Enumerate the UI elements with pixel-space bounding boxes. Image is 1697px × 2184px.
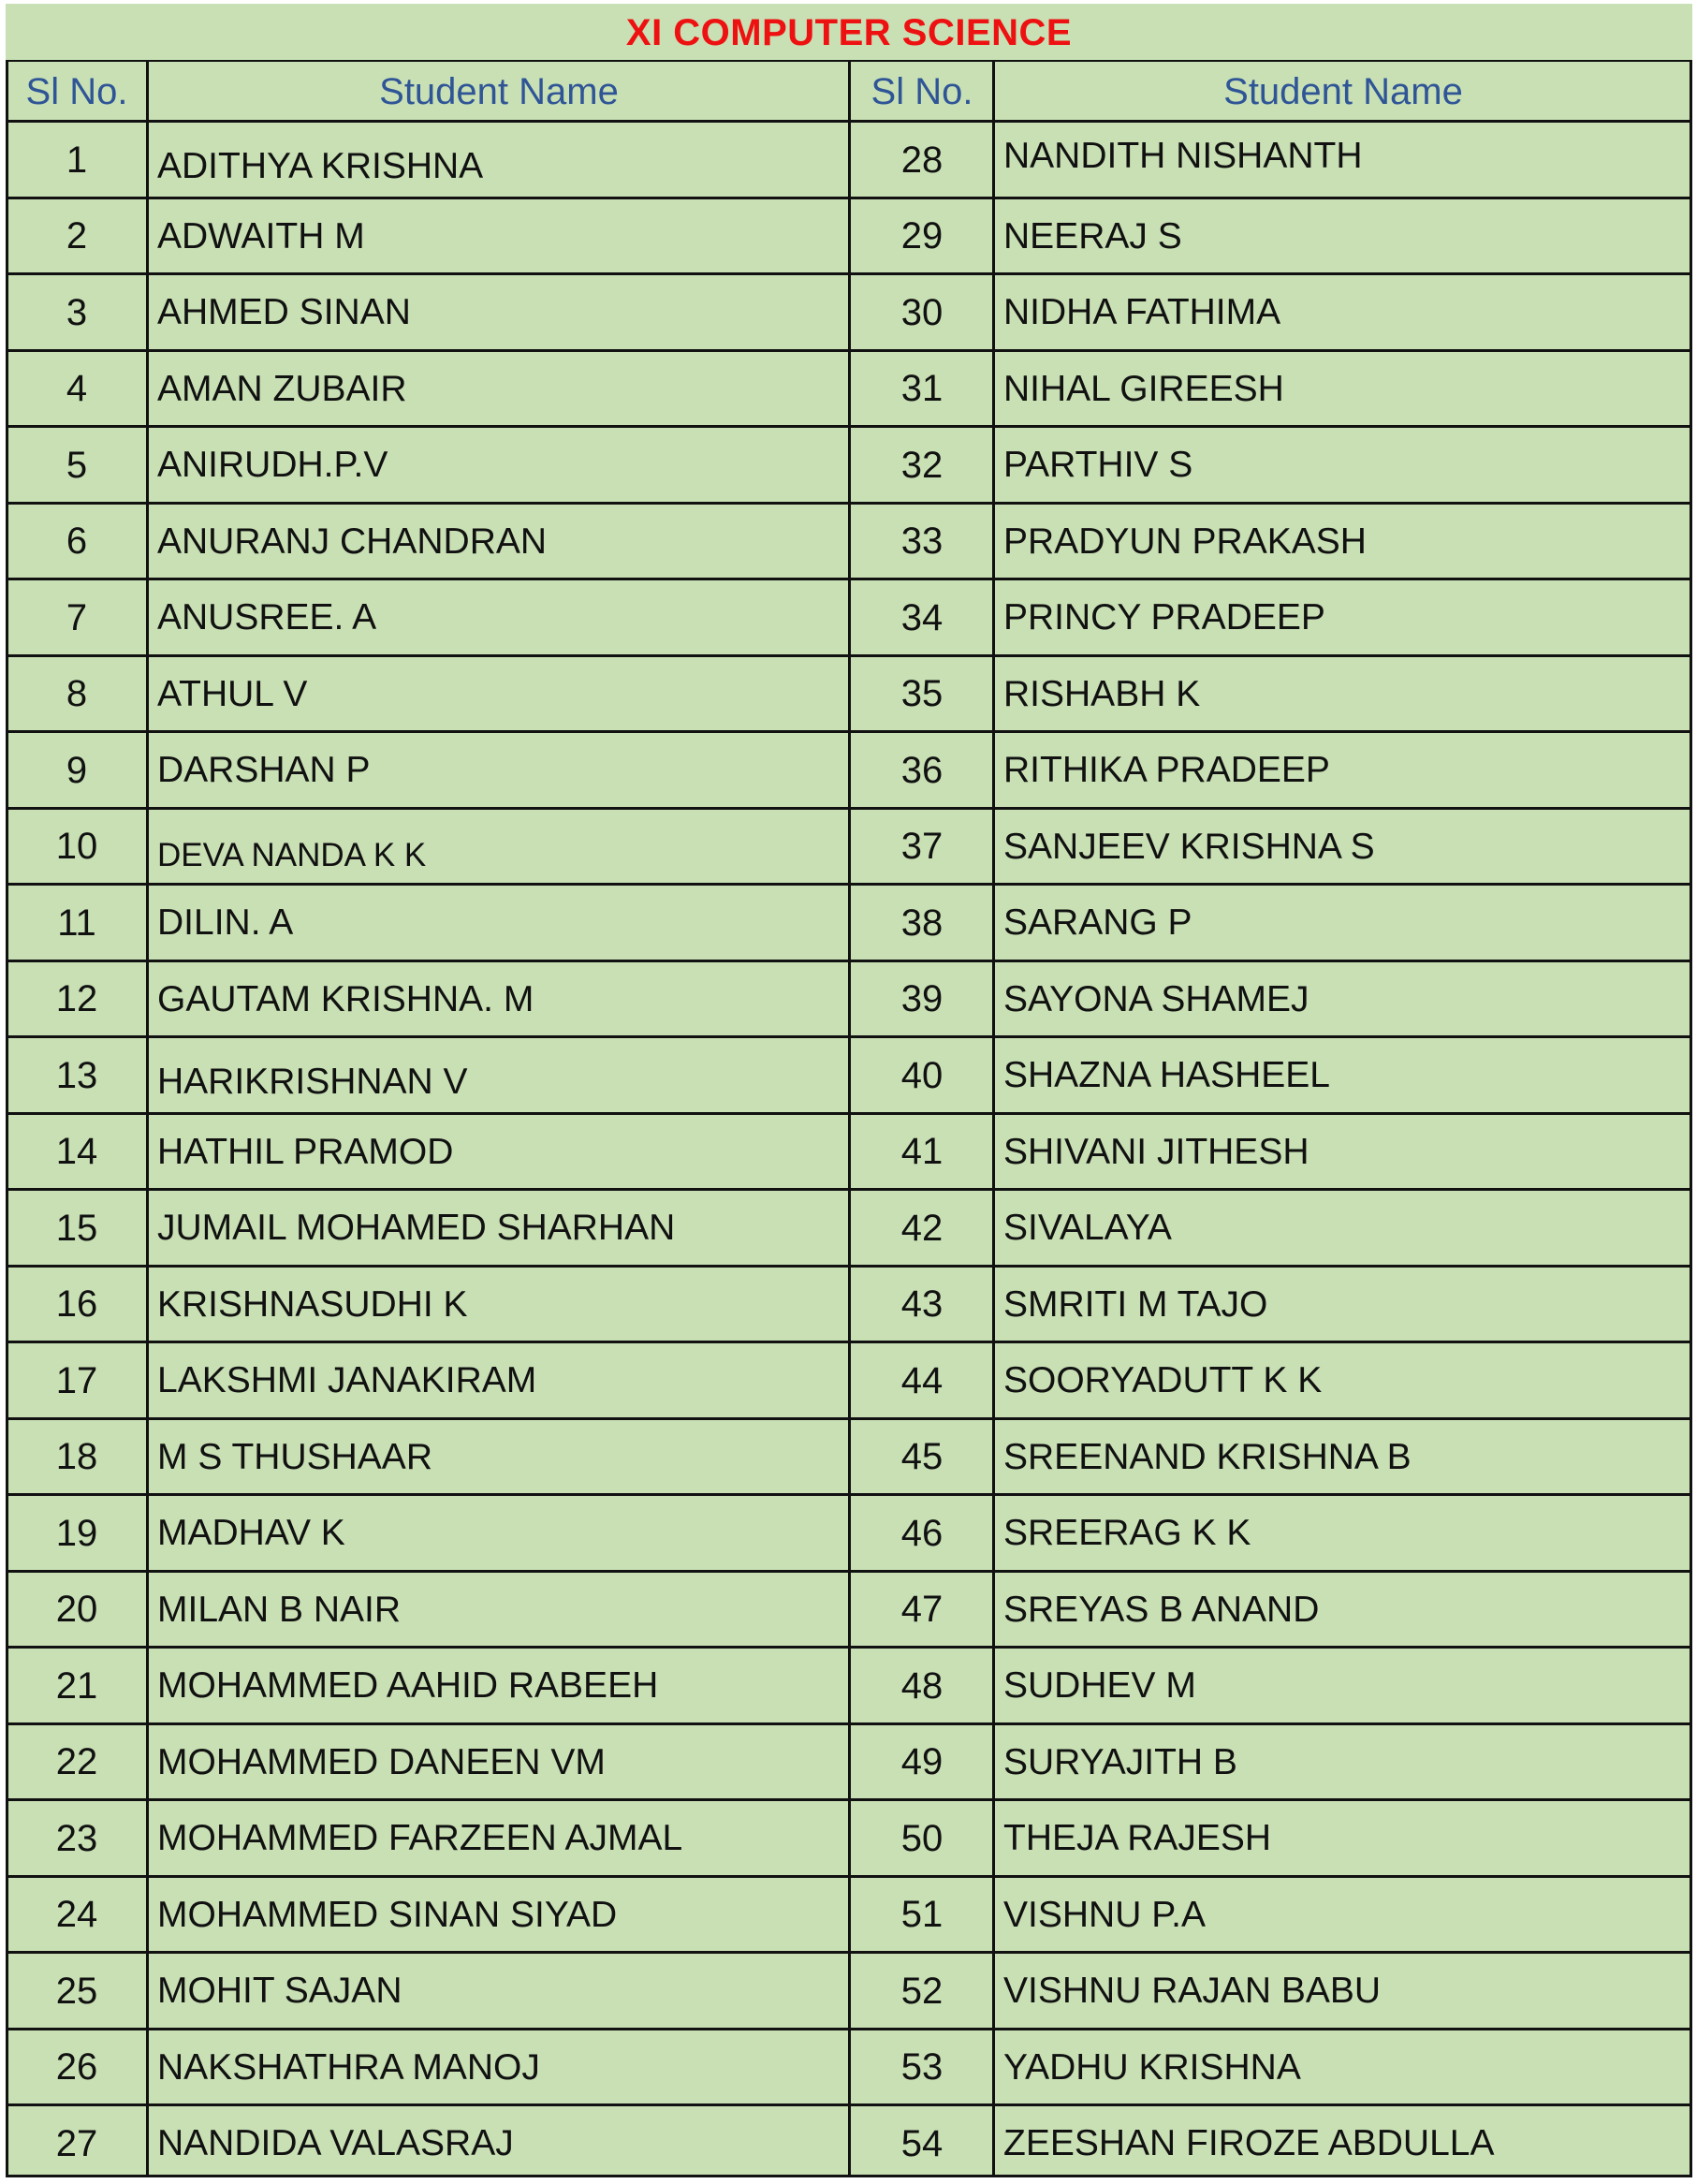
right-student-name: NIHAL GIREESH: [1003, 368, 1284, 409]
right-sl-no: 38: [900, 901, 944, 944]
left-student-name: ANURANJ CHANDRAN: [157, 520, 548, 562]
left-sl-no: 11: [57, 901, 96, 944]
left-sl-no: 17: [55, 1359, 98, 1401]
right-student-name: SMRITI M TAJO: [1003, 1283, 1268, 1325]
right-sl-no: 47: [900, 1589, 944, 1630]
left-student-name: ANUSREE. A: [157, 597, 377, 638]
right-sl-no: 37: [900, 826, 944, 867]
right-sl-no: 41: [900, 1131, 944, 1172]
left-sl-no: 3: [66, 291, 88, 333]
right-student-name: SURYAJITH B: [1003, 1741, 1237, 1782]
right-student-name: NANDITH NISHANTH: [1003, 136, 1363, 176]
column-divider: [848, 62, 851, 2177]
right-student-name: THEJA RAJESH: [1003, 1818, 1272, 1858]
left-student-name: MOHAMMED FARZEEN AJMAL: [157, 1818, 683, 1858]
header-student-name-right: Student Name: [1223, 70, 1463, 112]
left-sl-no: 19: [55, 1512, 98, 1554]
sheet-title: XI COMPUTER SCIENCE: [625, 11, 1073, 53]
right-sl-no: 45: [900, 1436, 944, 1477]
left-student-name: NAKSHATHRA MANOJ: [157, 2046, 540, 2088]
right-student-name: SARANG P: [1003, 902, 1192, 943]
right-student-name: SHIVANI JITHESH: [1003, 1131, 1309, 1172]
right-student-name: NEERAJ S: [1003, 215, 1182, 257]
column-divider: [146, 62, 149, 2177]
right-sl-no: 40: [900, 1054, 944, 1096]
left-student-name: ADITHYA KRISHNA: [157, 146, 484, 186]
right-student-name: YADHU KRISHNA: [1003, 2046, 1301, 2088]
right-student-name: SHAZNA HASHEEL: [1003, 1055, 1330, 1095]
left-sl-no: 4: [66, 368, 88, 409]
left-student-name: JUMAIL MOHAMED SHARHAN: [157, 1208, 676, 1248]
student-list-sheet: [6, 4, 1692, 2177]
header-sl-no-right: Sl No.: [870, 70, 973, 112]
left-sl-no: 16: [55, 1283, 98, 1325]
left-sl-no: 27: [55, 2122, 98, 2164]
left-student-name: MOHAMMED DANEEN VM: [157, 1741, 606, 1782]
right-student-name: NIDHA FATHIMA: [1003, 292, 1281, 332]
left-sl-no: 7: [66, 596, 88, 638]
left-student-name: MOHAMMED SINAN SIYAD: [157, 1894, 618, 1935]
left-sl-no: 6: [66, 520, 88, 562]
left-student-name: ANIRUDH.P.V: [157, 445, 388, 485]
left-sl-no: 5: [66, 444, 88, 486]
left-student-name: AMAN ZUBAIR: [157, 368, 407, 409]
right-student-name: SREERAG K K: [1003, 1513, 1251, 1553]
column-divider: [992, 62, 995, 2177]
left-student-name: DILIN. A: [157, 902, 294, 943]
right-sl-no: 36: [900, 749, 944, 791]
left-sl-no: 8: [66, 673, 88, 714]
right-sl-no: 32: [900, 444, 944, 486]
right-student-name: PRINCY PRADEEP: [1003, 597, 1325, 638]
right-student-name: ZEESHAN FIROZE ABDULLA: [1003, 2123, 1495, 2163]
right-student-name: VISHNU RAJAN BABU: [1003, 1971, 1382, 2011]
left-sl-no: 23: [55, 1817, 98, 1859]
left-student-name: MOHIT SAJAN: [157, 1971, 402, 2011]
left-student-name: HARIKRISHNAN V: [157, 1062, 468, 1102]
right-sl-no: 44: [900, 1359, 944, 1401]
right-student-name: PRADYUN PRAKASH: [1003, 520, 1367, 562]
right-sl-no: 39: [900, 978, 944, 1019]
right-sl-no: 29: [900, 215, 944, 257]
header-student-name-left: Student Name: [379, 70, 619, 112]
column-divider: [6, 62, 8, 2177]
right-sl-no: 42: [900, 1207, 944, 1249]
left-sl-no: 9: [66, 749, 88, 791]
left-student-name: LAKSHMI JANAKIRAM: [157, 1360, 537, 1400]
left-student-name: ADWAITH M: [157, 215, 365, 257]
left-sl-no: 15: [55, 1207, 98, 1249]
left-student-name: DARSHAN P: [157, 750, 371, 790]
right-sl-no: 48: [900, 1664, 944, 1707]
left-sl-no: 21: [55, 1664, 98, 1707]
left-student-name: GAUTAM KRISHNA. M: [157, 978, 534, 1019]
left-sl-no: 12: [55, 978, 98, 1019]
right-student-name: SREENAND KRISHNA B: [1003, 1436, 1412, 1477]
right-sl-no: 52: [900, 1970, 944, 2012]
left-sl-no: 10: [55, 826, 98, 867]
left-student-name: HATHIL PRAMOD: [157, 1131, 454, 1172]
header-sl-no-left: Sl No.: [25, 70, 128, 112]
right-student-name: RISHABH K: [1003, 673, 1201, 714]
right-sl-no: 43: [900, 1283, 944, 1325]
left-student-name: M S THUSHAAR: [157, 1436, 432, 1477]
right-sl-no: 34: [900, 596, 944, 638]
left-sl-no: 20: [55, 1589, 98, 1630]
left-sl-no: 2: [66, 215, 88, 257]
right-student-name: SIVALAYA: [1003, 1208, 1172, 1248]
right-sl-no: 54: [900, 2122, 944, 2164]
right-student-name: SOORYADUTT K K: [1003, 1360, 1323, 1400]
right-student-name: PARTHIV S: [1003, 445, 1193, 485]
left-sl-no: 13: [55, 1054, 98, 1096]
left-sl-no: 1: [66, 139, 88, 181]
column-divider: [1690, 62, 1692, 2177]
left-sl-no: 14: [55, 1131, 98, 1172]
left-student-name: MILAN B NAIR: [157, 1589, 402, 1630]
right-student-name: SANJEEV KRISHNA S: [1003, 826, 1375, 867]
right-sl-no: 46: [900, 1512, 944, 1554]
left-sl-no: 25: [55, 1970, 98, 2012]
right-sl-no: 53: [900, 2046, 944, 2088]
right-sl-no: 50: [900, 1817, 944, 1859]
left-sl-no: 26: [55, 2046, 98, 2088]
left-student-name: NANDIDA VALASRAJ: [157, 2123, 514, 2163]
left-sl-no: 18: [55, 1436, 98, 1477]
right-student-name: SUDHEV M: [1003, 1665, 1196, 1706]
right-student-name: RITHIKA PRADEEP: [1003, 750, 1330, 790]
right-sl-no: 35: [900, 673, 944, 714]
left-student-name: MOHAMMED AAHID RABEEH: [157, 1665, 659, 1706]
right-student-name: SREYAS B ANAND: [1003, 1589, 1320, 1630]
right-sl-no: 51: [900, 1894, 944, 1935]
left-student-name: DEVA NANDA K K: [157, 836, 427, 873]
right-sl-no: 30: [900, 291, 944, 333]
left-student-name: ATHUL V: [157, 673, 308, 714]
right-student-name: SAYONA SHAMEJ: [1003, 978, 1309, 1019]
right-student-name: VISHNU P.A: [1003, 1894, 1207, 1935]
right-sl-no: 31: [900, 368, 944, 409]
right-sl-no: 49: [900, 1741, 944, 1782]
left-student-name: AHMED SINAN: [157, 292, 411, 332]
right-sl-no: 33: [900, 520, 944, 562]
left-sl-no: 24: [55, 1894, 98, 1935]
left-sl-no: 22: [55, 1741, 98, 1782]
left-student-name: MADHAV K: [157, 1513, 345, 1553]
right-sl-no: 28: [900, 139, 944, 181]
left-student-name: KRISHNASUDHI K: [157, 1283, 468, 1325]
